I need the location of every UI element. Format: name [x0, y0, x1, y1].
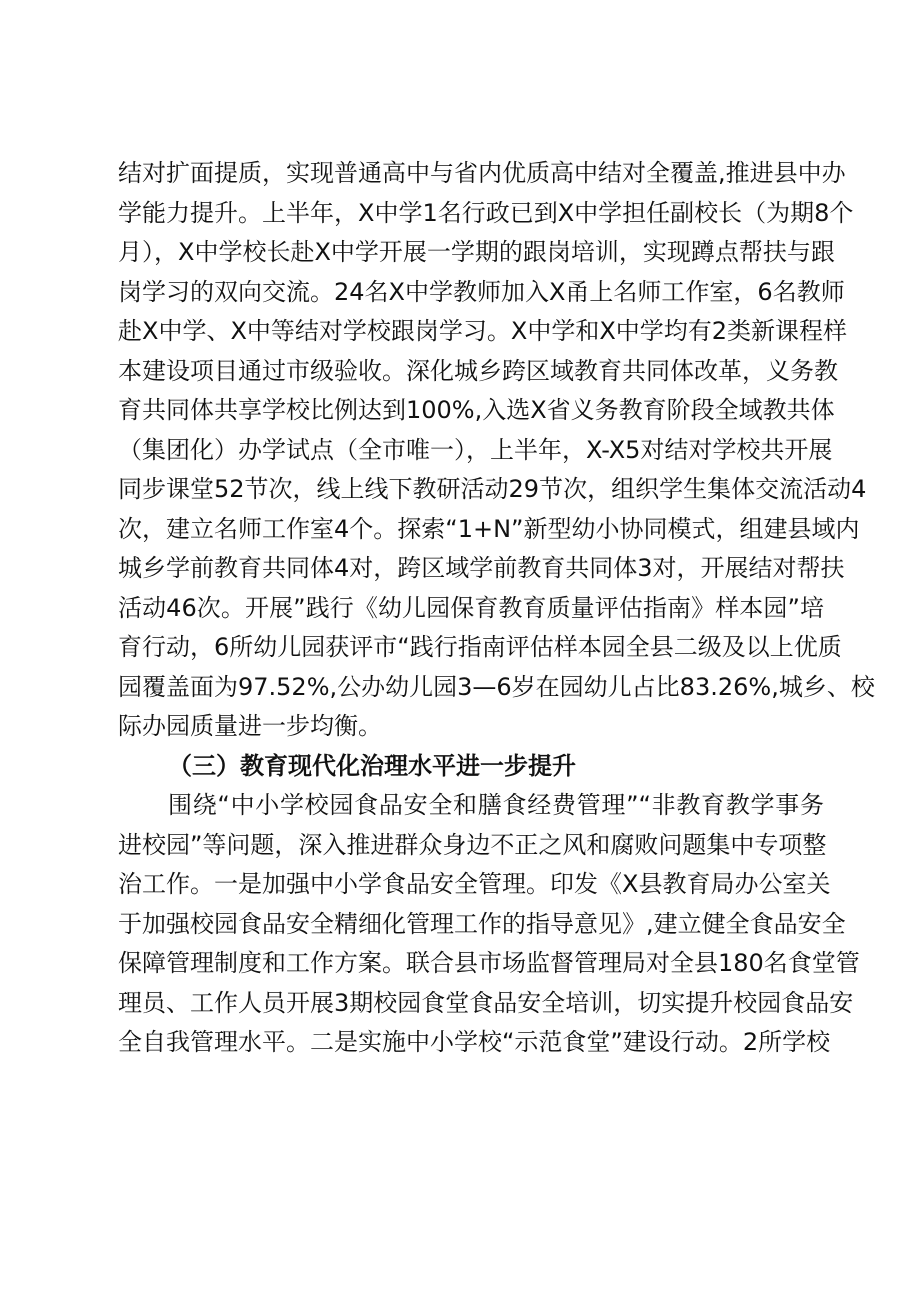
paragraph-line: 本建设项目通过市级验收。深化城乡跨区域教育共同体改革，义务教 — [118, 356, 838, 385]
paragraph-line: 次，建立名师工作室4个。探索“1+N”新型幼小协同模式，组建县域内 — [118, 514, 860, 543]
paragraph-line: 园覆盖面为97.52%,公办幼儿园3—6岁在园幼儿占比83.26%,城乡、校 — [118, 672, 875, 701]
paragraph-line: 进校园”等问题，深入推进群众身边不正之风和腐败问题集中专项整 — [118, 830, 827, 859]
paragraph-line: 于加强校园食品安全精细化管理工作的指导意见》,建立健全食品安全 — [118, 909, 846, 938]
paragraph-line: 际办园质量进一步均衡。 — [118, 712, 382, 740]
paragraph-line: （集团化）办学试点（全市唯一），上半年，X-X5对结对学校共开展 — [118, 435, 833, 464]
paragraph-line: 围绕“中小学校园食品安全和膳食经费管理”“非教育教学事务 — [168, 791, 824, 819]
paragraph-line: 岗学习的双向交流。24名X中学教师加入X甬上名师工作室，6名教师 — [118, 277, 845, 306]
paragraph-line: 活动46次。开展”践行《幼儿园保育教育质量评估指南》样本园”培 — [118, 593, 824, 622]
paragraph-line: 学能力提升。上半年，X中学1名行政已到X中学担任副校长（为期8个 — [118, 198, 854, 227]
paragraph-line: 月），X中学校长赴X中学开展一学期的跟岗培训，实现蹲点帮扶与跟 — [118, 238, 835, 266]
paragraph-line: 全自我管理水平。二是实施中小学校“示范食堂”建设行动。2所学校 — [118, 1028, 831, 1056]
paragraph-line: 治工作。一是加强中小学食品安全管理。印发《X县教育局办公室关 — [118, 870, 831, 898]
paragraph-line: 同步课堂52节次，线上线下教研活动29节次，组织学生集体交流活动4 — [118, 475, 867, 503]
document-body — [118, 154, 875, 1063]
paragraph-line: 育共同体共享学校比例达到100%,入选X省义务教育阶段全域教共体 — [118, 396, 835, 424]
paragraph-line: 赴X中学、X中等结对学校跟岗学习。X中学和X中学均有2类新课程样 — [118, 317, 848, 345]
paragraph-line: 育行动，6所幼儿园获评市“践行指南评估样本园全县二级及以上优质 — [118, 633, 842, 661]
paragraph-line: 理员、工作人员开展3期校园食堂食品安全培训，切实提升校园食品安 — [118, 988, 854, 1017]
section-heading: （三）教育现代化治理水平进一步提升 — [168, 751, 576, 780]
paragraph-line: 结对扩面提质，实现普通高中与省内优质高中结对全覆盖,推进县中办 — [118, 159, 846, 187]
paragraph-line: 保障管理制度和工作方案。联合县市场监督管理局对全县180名食堂管 — [118, 949, 860, 977]
paragraph-line: 城乡学前教育共同体4对，跨区域学前教育共同体3对，开展结对帮扶 — [118, 554, 845, 582]
